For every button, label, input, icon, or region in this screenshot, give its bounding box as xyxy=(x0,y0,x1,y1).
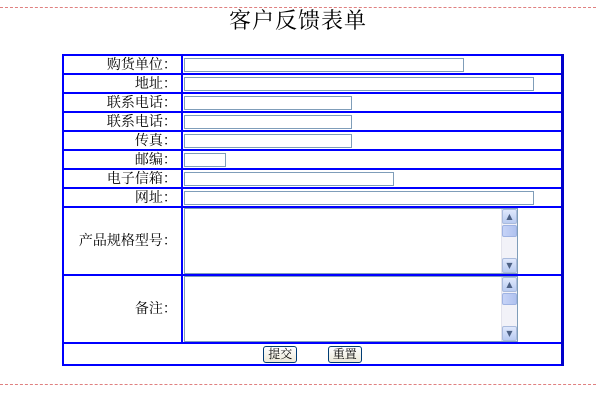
address-label: 地址： xyxy=(63,74,182,93)
address-input[interactable] xyxy=(184,77,534,91)
feedback-form-table xyxy=(62,54,564,366)
scroll-down-arrow-icon[interactable]: ▼ xyxy=(502,326,517,341)
form-row-remarks xyxy=(63,275,563,343)
remarks-textarea[interactable] xyxy=(184,276,518,342)
fax-label: 传真： xyxy=(63,131,182,150)
postcode-input[interactable] xyxy=(184,153,226,167)
page-title: 客户反馈表单 xyxy=(228,9,367,34)
form-row-phone-2 xyxy=(63,112,563,131)
phone-1-input[interactable] xyxy=(184,96,352,110)
product-spec-textarea[interactable] xyxy=(184,208,518,274)
reset-button[interactable]: 重置 xyxy=(328,346,362,363)
company-input[interactable] xyxy=(184,58,464,72)
website-label: 网址： xyxy=(63,188,182,207)
form-row-buttons xyxy=(63,343,563,365)
form-row-company xyxy=(63,55,563,74)
company-label: 购货单位： xyxy=(63,55,182,74)
scroll-down-arrow-icon[interactable]: ▼ xyxy=(502,258,517,273)
scroll-up-arrow-icon[interactable]: ▲ xyxy=(502,209,517,224)
website-input[interactable] xyxy=(184,191,534,205)
email-label: 电子信箱： xyxy=(63,169,182,188)
form-row-website xyxy=(63,188,563,207)
submit-button[interactable]: 提交 xyxy=(263,346,297,363)
product-spec-label: 产品规格型号： xyxy=(63,207,182,275)
form-row-email xyxy=(63,169,563,188)
remarks-scrollbar[interactable] xyxy=(501,277,517,341)
remarks-label: 备注： xyxy=(63,275,182,343)
postcode-label: 邮编： xyxy=(63,150,182,169)
form-row-product-spec xyxy=(63,207,563,275)
page-bottom-guide-line xyxy=(0,384,596,385)
scrollbar-thumb[interactable] xyxy=(502,293,517,305)
scroll-up-arrow-icon[interactable]: ▲ xyxy=(502,277,517,292)
phone-2-label: 联系电话： xyxy=(63,112,182,131)
scrollbar-thumb[interactable] xyxy=(502,225,517,237)
email-input[interactable] xyxy=(184,172,394,186)
form-row-phone-1 xyxy=(63,93,563,112)
phone-1-label: 联系电话： xyxy=(63,93,182,112)
form-row-address xyxy=(63,74,563,93)
phone-2-input[interactable] xyxy=(184,115,352,129)
form-row-postcode xyxy=(63,150,563,169)
fax-input[interactable] xyxy=(184,134,352,148)
form-row-fax xyxy=(63,131,563,150)
product-spec-scrollbar[interactable] xyxy=(501,209,517,273)
